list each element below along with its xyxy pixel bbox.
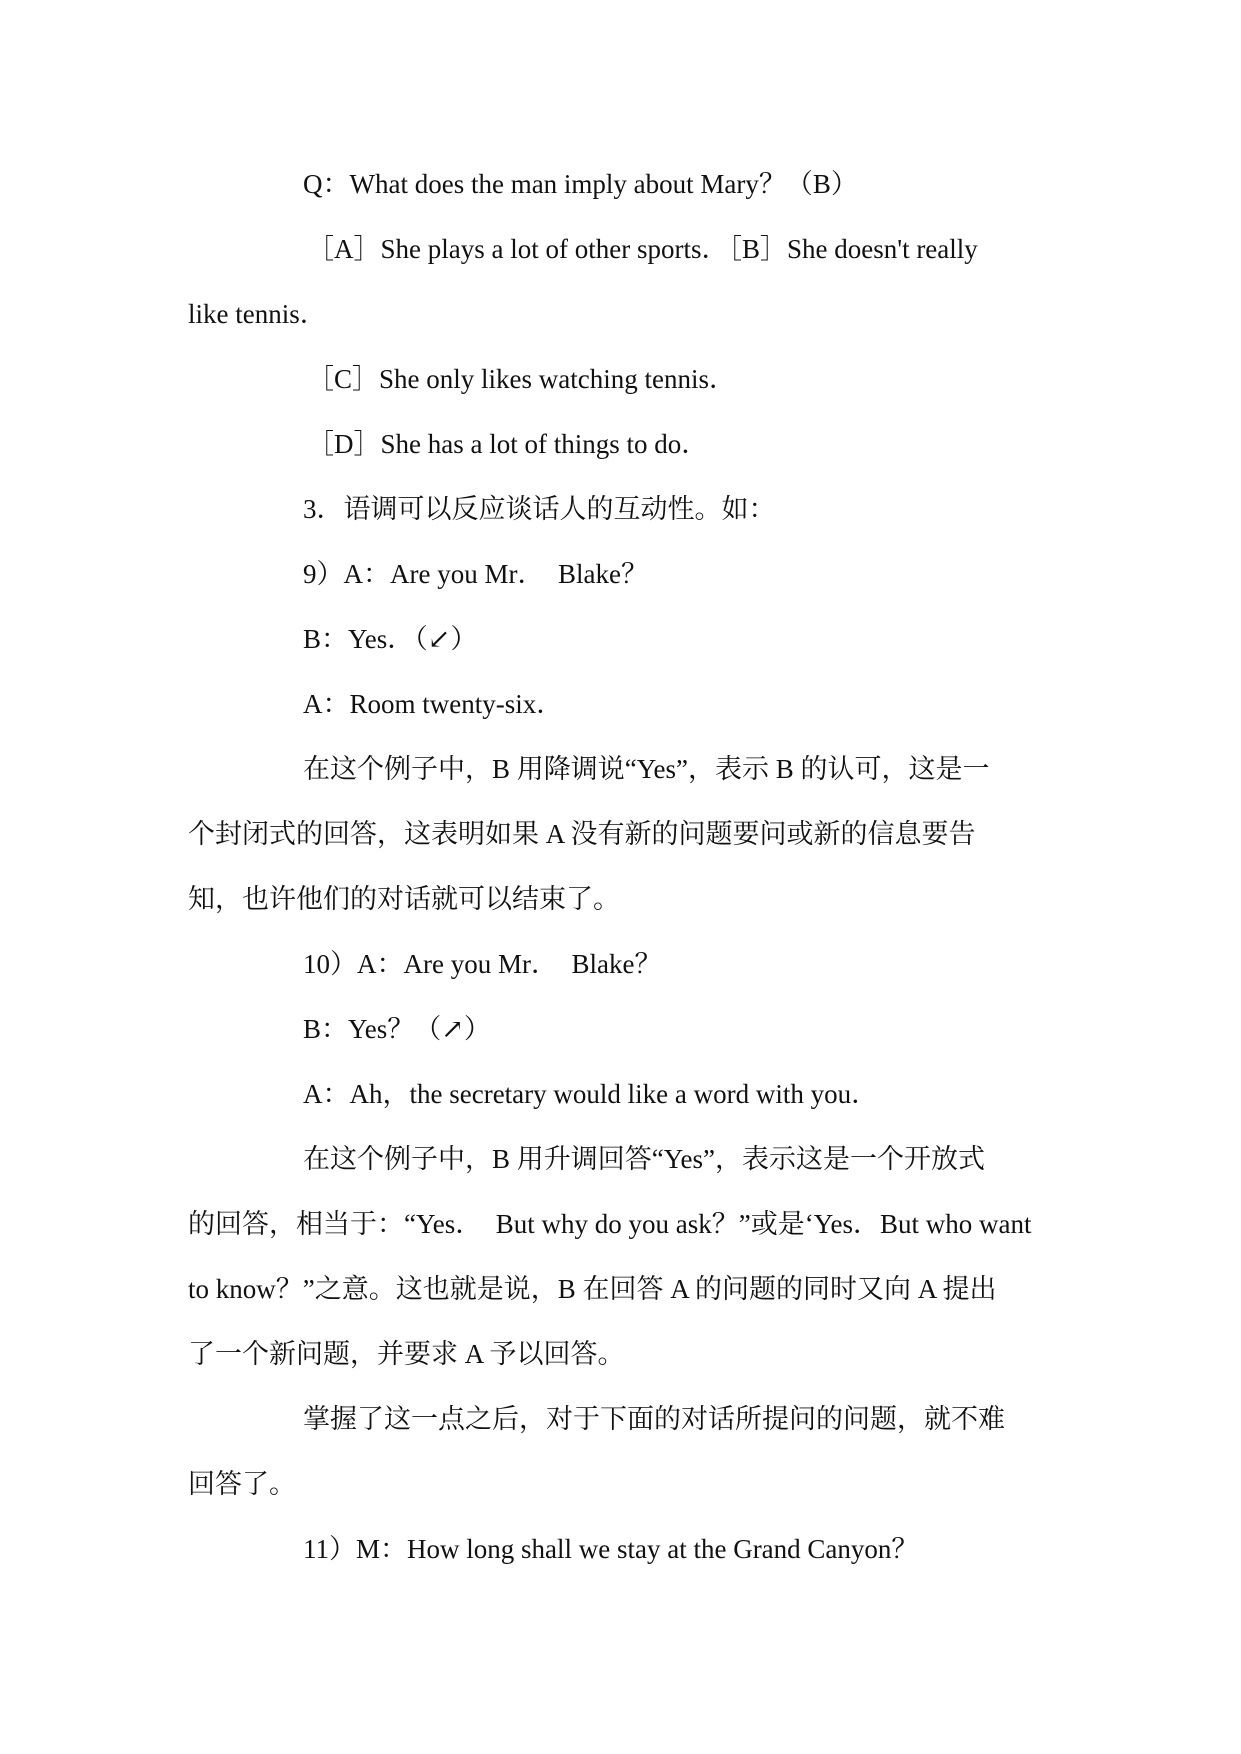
option-a-b-line: ［A］She plays a lot of other sports．［B］She doesn't really	[307, 234, 978, 264]
section-heading-3: 3．语调可以反应谈话人的互动性。如：	[303, 494, 776, 524]
example-9-line-a: 9）A：Are you Mr． Blake？	[303, 559, 648, 589]
question-line: Q：What does the man imply about Mary？（B）	[303, 169, 858, 199]
paragraph-2-line-4: 了一个新问题，并要求 A 予以回答。	[188, 1339, 625, 1369]
example-9-line-b: B：Yes．（↙）	[303, 624, 478, 654]
option-d-line: ［D］She has a lot of things to do．	[307, 429, 709, 459]
paragraph-1-line-3: 知，也许他们的对话就可以结束了。	[188, 884, 620, 914]
paragraph-1-line-1: 在这个例子中，B 用降调说“Yes”，表示 B 的认可，这是一	[303, 754, 990, 784]
paragraph-3-line-1: 掌握了这一点之后，对于下面的对话所提问的问题，就不难	[303, 1404, 1005, 1434]
paragraph-1-line-2: 个封闭式的回答，这表明如果 A 没有新的问题要问或新的信息要告	[188, 819, 976, 849]
paragraph-2-line-2: 的回答，相当于：“Yes． But why do you ask？”或是‘Yes．But who want	[188, 1209, 1032, 1239]
paragraph-2-line-3: to know？”之意。这也就是说，B 在回答 A 的问题的同时又向 A 提出	[188, 1274, 997, 1304]
example-11-line-m: 11）M：How long shall we stay at the Grand Canyon？	[303, 1534, 919, 1564]
example-10-line-b: B：Yes？（↗）	[303, 1014, 491, 1044]
option-b-continuation: like tennis．	[188, 299, 327, 329]
example-10-line-a: 10）A：Are you Mr． Blake？	[303, 949, 662, 979]
paragraph-2-line-1: 在这个例子中，B 用升调回答“Yes”，表示这是一个开放式	[303, 1144, 986, 1174]
paragraph-3-line-2: 回答了。	[188, 1469, 296, 1499]
option-c-line: ［C］She only likes watching tennis．	[307, 364, 736, 394]
example-10-line-a2: A：Ah，the secretary would like a word with you．	[303, 1079, 879, 1109]
example-9-line-a2: A：Room twenty-six．	[303, 689, 564, 719]
